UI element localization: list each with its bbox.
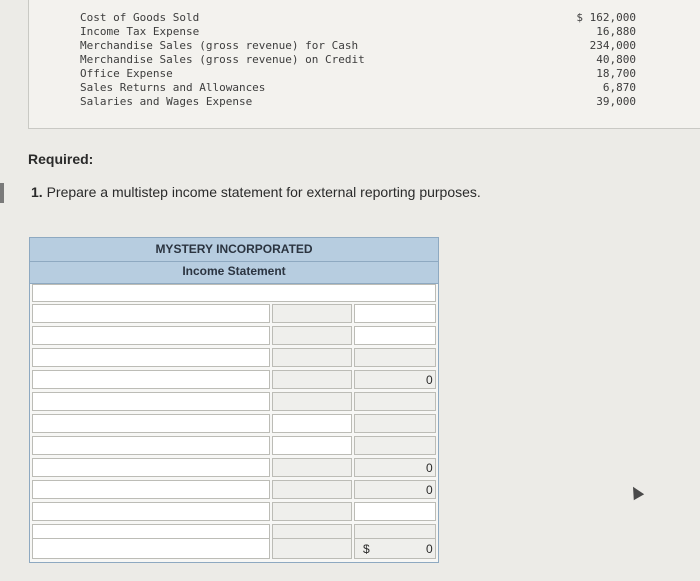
- row-4-amount-input[interactable]: [272, 370, 352, 389]
- account-amount: 234,000: [589, 39, 636, 52]
- account-name: Office Expense: [80, 67, 173, 80]
- row-4-total-value: 0: [426, 373, 433, 387]
- row-8-total-input[interactable]: [354, 458, 436, 477]
- account-amount: 18,700: [596, 67, 636, 80]
- row-4-label-input[interactable]: [32, 370, 270, 389]
- header-divider: [30, 261, 438, 262]
- row-7-label-input[interactable]: [32, 436, 270, 455]
- row-12-amount-input[interactable]: [272, 538, 352, 559]
- required-heading: Required:: [28, 151, 94, 167]
- account-name: Merchandise Sales (gross revenue) on Credit: [80, 53, 365, 66]
- row-2-amount-input[interactable]: [272, 326, 352, 345]
- net-income-value: 0: [426, 542, 433, 556]
- account-name: Merchandise Sales (gross revenue) for Cash: [80, 39, 359, 52]
- row-3-label-input[interactable]: [32, 348, 270, 367]
- row-6-label-input[interactable]: [32, 414, 270, 433]
- account-amounts: [576, 11, 636, 109]
- row-6-amount-input[interactable]: [272, 414, 352, 433]
- row-1-total-input[interactable]: [354, 304, 436, 323]
- question-marker: [0, 183, 4, 203]
- instruction-body: Prepare a multistep income statement for external reporting purposes.: [46, 184, 481, 200]
- row-0-input[interactable]: [32, 284, 436, 302]
- instruction-number: 1.: [31, 184, 43, 200]
- account-names: [80, 11, 365, 109]
- mouse-cursor-icon: [628, 484, 644, 500]
- row-9-amount-input[interactable]: [272, 480, 352, 499]
- row-6-total-input[interactable]: [354, 414, 436, 433]
- row-1-label-input[interactable]: [32, 304, 270, 323]
- row-8-amount-input[interactable]: [272, 458, 352, 477]
- row-5-amount-input[interactable]: [272, 392, 352, 411]
- row-5-label-input[interactable]: [32, 392, 270, 411]
- row-10-amount-input[interactable]: [272, 502, 352, 521]
- instruction-text: [31, 184, 481, 200]
- account-amount: $ 162,000: [576, 11, 636, 24]
- account-amount: 6,870: [602, 81, 636, 94]
- statement-title: Income Statement: [182, 264, 286, 278]
- account-name: Sales Returns and Allowances: [80, 81, 266, 94]
- row-1-amount-input[interactable]: [272, 304, 352, 323]
- account-name: Income Tax Expense: [80, 25, 200, 38]
- row-3-total-input[interactable]: [354, 348, 436, 367]
- row-5-total-input[interactable]: [354, 392, 436, 411]
- row-10-total-input[interactable]: [354, 502, 436, 521]
- row-8-label-input[interactable]: [32, 458, 270, 477]
- account-amount: 39,000: [596, 95, 636, 108]
- row-2-total-input[interactable]: [354, 326, 436, 345]
- row-2-label-input[interactable]: [32, 326, 270, 345]
- account-amount: 40,800: [596, 53, 636, 66]
- row-10-label-input[interactable]: [32, 502, 270, 521]
- row-9-label-input[interactable]: [32, 480, 270, 499]
- row-9-total-input[interactable]: [354, 480, 436, 499]
- income-statement-table: [29, 237, 439, 563]
- row-7-amount-input[interactable]: [272, 436, 352, 455]
- statement-header: [30, 238, 438, 284]
- company-name: MYSTERY INCORPORATED: [155, 242, 313, 256]
- row-4-total-input[interactable]: [354, 370, 436, 389]
- row-3-amount-input[interactable]: [272, 348, 352, 367]
- row-7-total-input[interactable]: [354, 436, 436, 455]
- row-12-label-input[interactable]: [32, 538, 270, 559]
- account-amount: 16,880: [596, 25, 636, 38]
- row-9-total-value: 0: [426, 483, 433, 497]
- currency-symbol: $: [363, 542, 370, 556]
- account-name: Cost of Goods Sold: [80, 11, 200, 24]
- account-name: Salaries and Wages Expense: [80, 95, 253, 108]
- row-8-total-value: 0: [426, 461, 433, 475]
